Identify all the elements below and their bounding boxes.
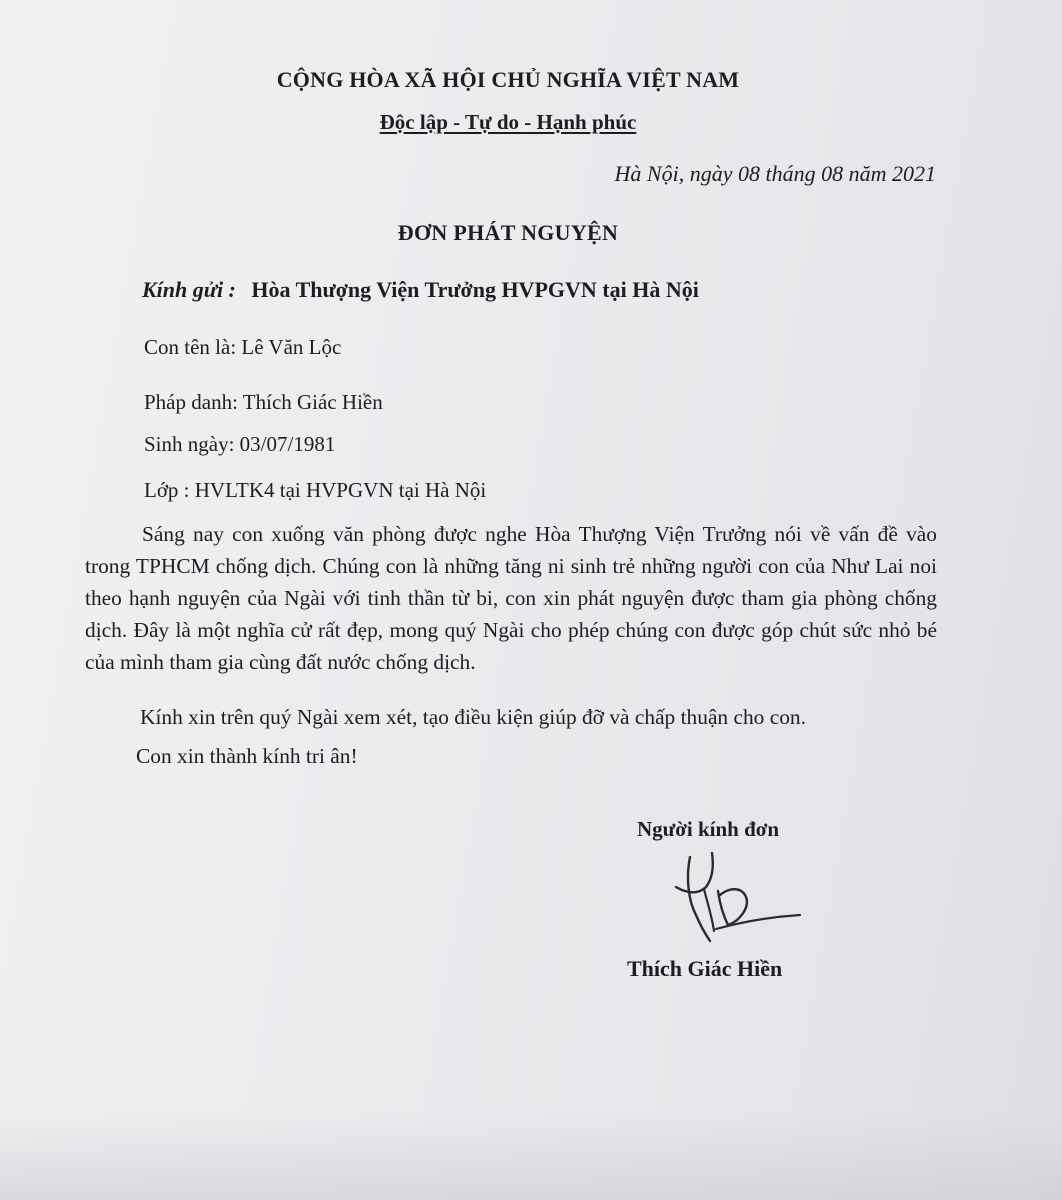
national-title: CỘNG HÒA XÃ HỘI CHỦ NGHĨA VIỆT NAM <box>276 67 740 92</box>
page-shadow <box>0 1110 1062 1200</box>
field-class: Lớp : HVLTK4 tại HVPGVN tại Hà Nội <box>144 478 487 502</box>
document-title: ĐƠN PHÁT NGUYỆN <box>397 220 619 245</box>
closing-thanks: Con xin thành kính tri ân! <box>136 744 358 768</box>
signer-name: Thích Giác Hiền <box>627 956 783 981</box>
signer-label: Người kính đơn <box>637 817 780 841</box>
recipient-line <box>142 276 699 304</box>
date-line: Hà Nội, ngày 08 tháng 08 năm 2021 <box>614 161 936 186</box>
recipient-label: Kính gửi : <box>142 277 236 302</box>
field-birth-date: Sinh ngày: 03/07/1981 <box>144 432 336 456</box>
closing-request: Kính xin trên quý Ngài xem xét, tạo điều kiện giúp đỡ và chấp thuận cho con. <box>140 705 806 729</box>
field-name: Con tên là: Lê Văn Lộc <box>144 335 342 359</box>
handwritten-signature <box>668 845 808 945</box>
recipient-value: Hòa Thượng Viện Trưởng HVPGVN tại Hà Nội <box>251 277 699 302</box>
body-paragraph: Sáng nay con xuống văn phòng được nghe Hòa Thượng Viện Trưởng nói về vấn đề vào trong TPHCM chống dịch. Chúng con là những tăng ni sinh trẻ những người con của Như Lai noi theo hạnh nguyện của Ngài với tinh thần từ bi, con xin phát nguyện được tham gia phòng chống dịch. Đây là một nghĩa cử rất đẹp, mong quý Ngài cho phép chúng con được góp chút sức nhỏ bé của mình tham gia cùng đất nước chống dịch. <box>85 522 937 674</box>
field-dharma-name: Pháp danh: Thích Giác Hiền <box>144 390 383 414</box>
motto-text: Độc lập - Tự do - Hạnh phúc <box>379 110 637 134</box>
national-motto <box>0 108 1016 136</box>
